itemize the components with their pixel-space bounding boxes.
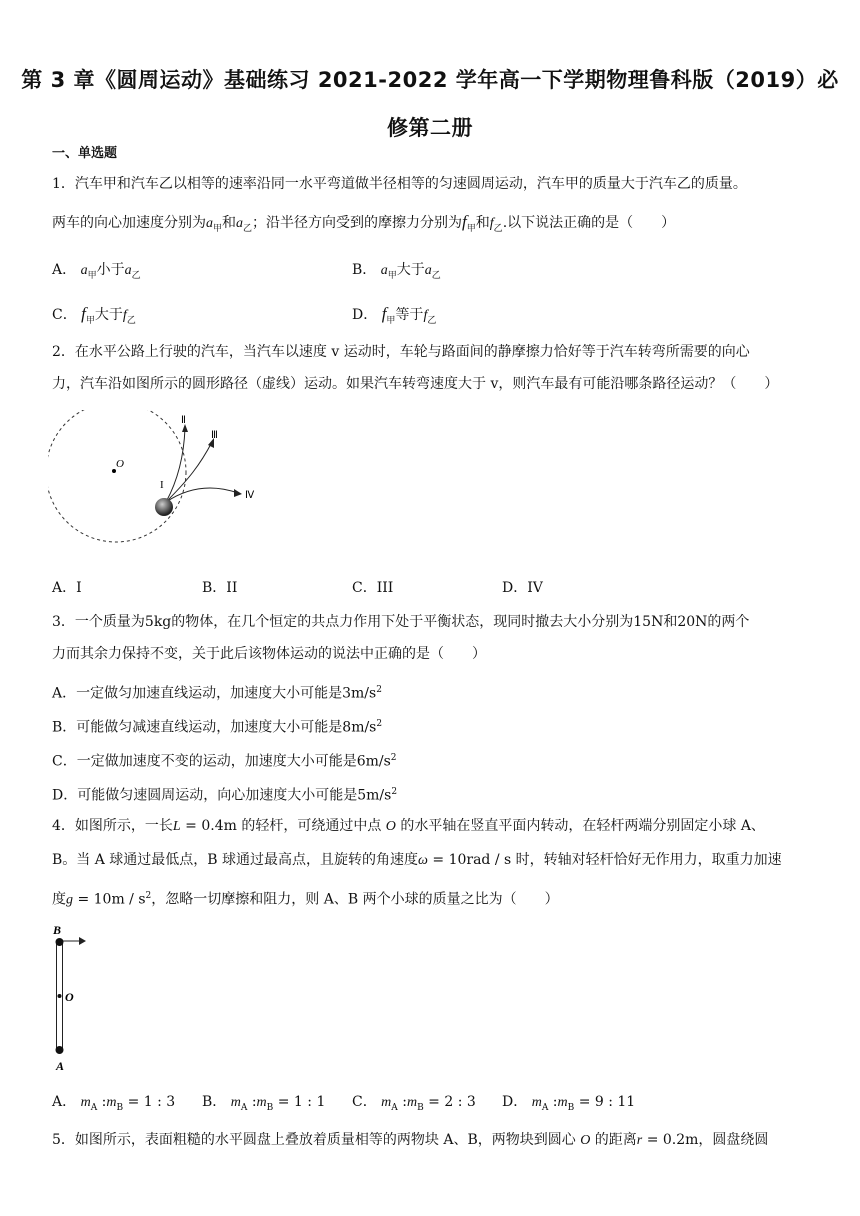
q1-stem-line-2: 两车的向心加速度分别为$a_甲$和$a_乙$；沿半径方向受到的摩擦力分别为$f_甲$和$f_乙$.以下说法正确的是（ ） [52,212,676,234]
q2-stem-line-2: 力，汽车沿如图所示的圆形路径（虚线）运动。如果汽车转弯速度大于 v，则汽车最有可能沿哪条路径运动？（ ） [52,376,779,392]
q5-stem-line-1: 5．如图所示，表面粗糙的水平圆盘上叠放着质量相等的两物块 A、B，两物块到圆心 O 的距离r = 0.2m，圆盘绕圆 [52,1132,769,1148]
dashed-circle-path [48,410,186,542]
q2-option-a[interactable]: A．I [52,580,82,596]
path-ii [166,428,185,502]
q4-stem-line-1: 4．如图所示，一长L = 0.4m 的轻杆，可绕通过中点 O 的水平轴在竖直平面内转动，在轻杆两端分别固定小球 A、 [52,818,765,834]
q3-stem-line-2: 力而其余力保持不变，关于此后该物体运动的说法中正确的是（ ） [52,646,486,662]
page-title-line-1: 第 3 章《圆周运动》基础练习 2021-2022 学年高一下学期物理鲁科版（2019）必 [21,68,839,92]
label-path-i: I [160,479,164,491]
q4-option-b[interactable]: B． $m_A$ $:m_B = 1$ : 1 [202,1094,326,1113]
q2-circular-path-figure [48,410,278,560]
pivot-o [58,994,62,998]
q4-rod-figure [48,920,98,1076]
q1-option-c[interactable]: C． $f_甲$大于$f_乙$ [52,304,136,326]
q4-option-d[interactable]: D． $m_A$ $:m_B = 9$ : 11 [502,1094,636,1113]
q3-option-b[interactable]: B．可能做匀减速直线运动，加速度大小可能是$8m/s^2$ [52,719,383,736]
q4-option-c[interactable]: C． $m_A$ $:m_B = 2$ : 3 [352,1094,476,1113]
q1-stem-line-1: 1．汽车甲和汽车乙以相等的速率沿同一水平弯道做半径相等的匀速圆周运动，汽车甲的质量大于汽车乙的质量。 [52,176,747,192]
label-path-ii: Ⅱ [181,415,186,426]
label-b: B [53,923,62,937]
q4-stem-line-2: B。当 A 球通过最低点，B 球通过最高点，且旋转的角速度ω = 10rad / s 时，转轴对轻杆恰好无作用力，取重力加速 [52,852,782,868]
q3-option-d[interactable]: D．可能做匀速圆周运动，向心加速度大小可能是$5m/s^2$ [52,787,398,804]
path-iii [166,442,212,502]
car-ball [155,498,173,516]
q4-stem-line-3: 度$g = 10m / s^2$，忽略一切摩擦和阻力，则 A、B 两个小球的质量之比为（ ） [52,891,559,908]
label-path-iii: Ⅲ [211,430,218,441]
q3-option-a[interactable]: A．一定做匀加速直线运动，加速度大小可能是$3m/s^2$ [52,685,382,702]
q2-stem-line-1: 2．在水平公路上行驶的汽车，当汽车以速度 v 运动时，车轮与路面间的静摩擦力恰好等于汽车转弯所需要的向心 [52,344,750,360]
label-o: O [65,990,74,1004]
section-heading: 一、单选题 [52,146,118,161]
page-title-line-2: 修第二册 [387,116,473,140]
ball-a [56,1046,64,1054]
q1-option-d[interactable]: D． $f_甲$等于$f_乙$ [352,304,437,326]
q3-stem-line-1: 3．一个质量为5kg的物体，在几个恒定的共点力作用下处于平衡状态，现同时撤去大小分别为15N和20N的两个 [52,614,750,630]
q2-option-d[interactable]: D．IV [502,580,543,596]
q4-option-a[interactable]: A． $m_A$ $:m_B = 1$ : 3 [52,1094,176,1113]
label-o: O [116,458,124,470]
q2-option-b[interactable]: B．II [202,580,238,596]
ball-b [56,938,64,946]
label-a: A [56,1059,65,1073]
q1-option-a[interactable]: A． $a_甲$小于$a_乙$ [52,262,141,281]
label-path-iv: Ⅳ [245,490,255,501]
path-iv [166,488,238,502]
q1-option-b[interactable]: B． $a_甲$大于$a_乙$ [352,262,441,281]
q2-option-c[interactable]: C．III [352,580,394,596]
q3-option-c[interactable]: C．一定做加速度不变的运动，加速度大小可能是$6m/s^2$ [52,753,397,770]
